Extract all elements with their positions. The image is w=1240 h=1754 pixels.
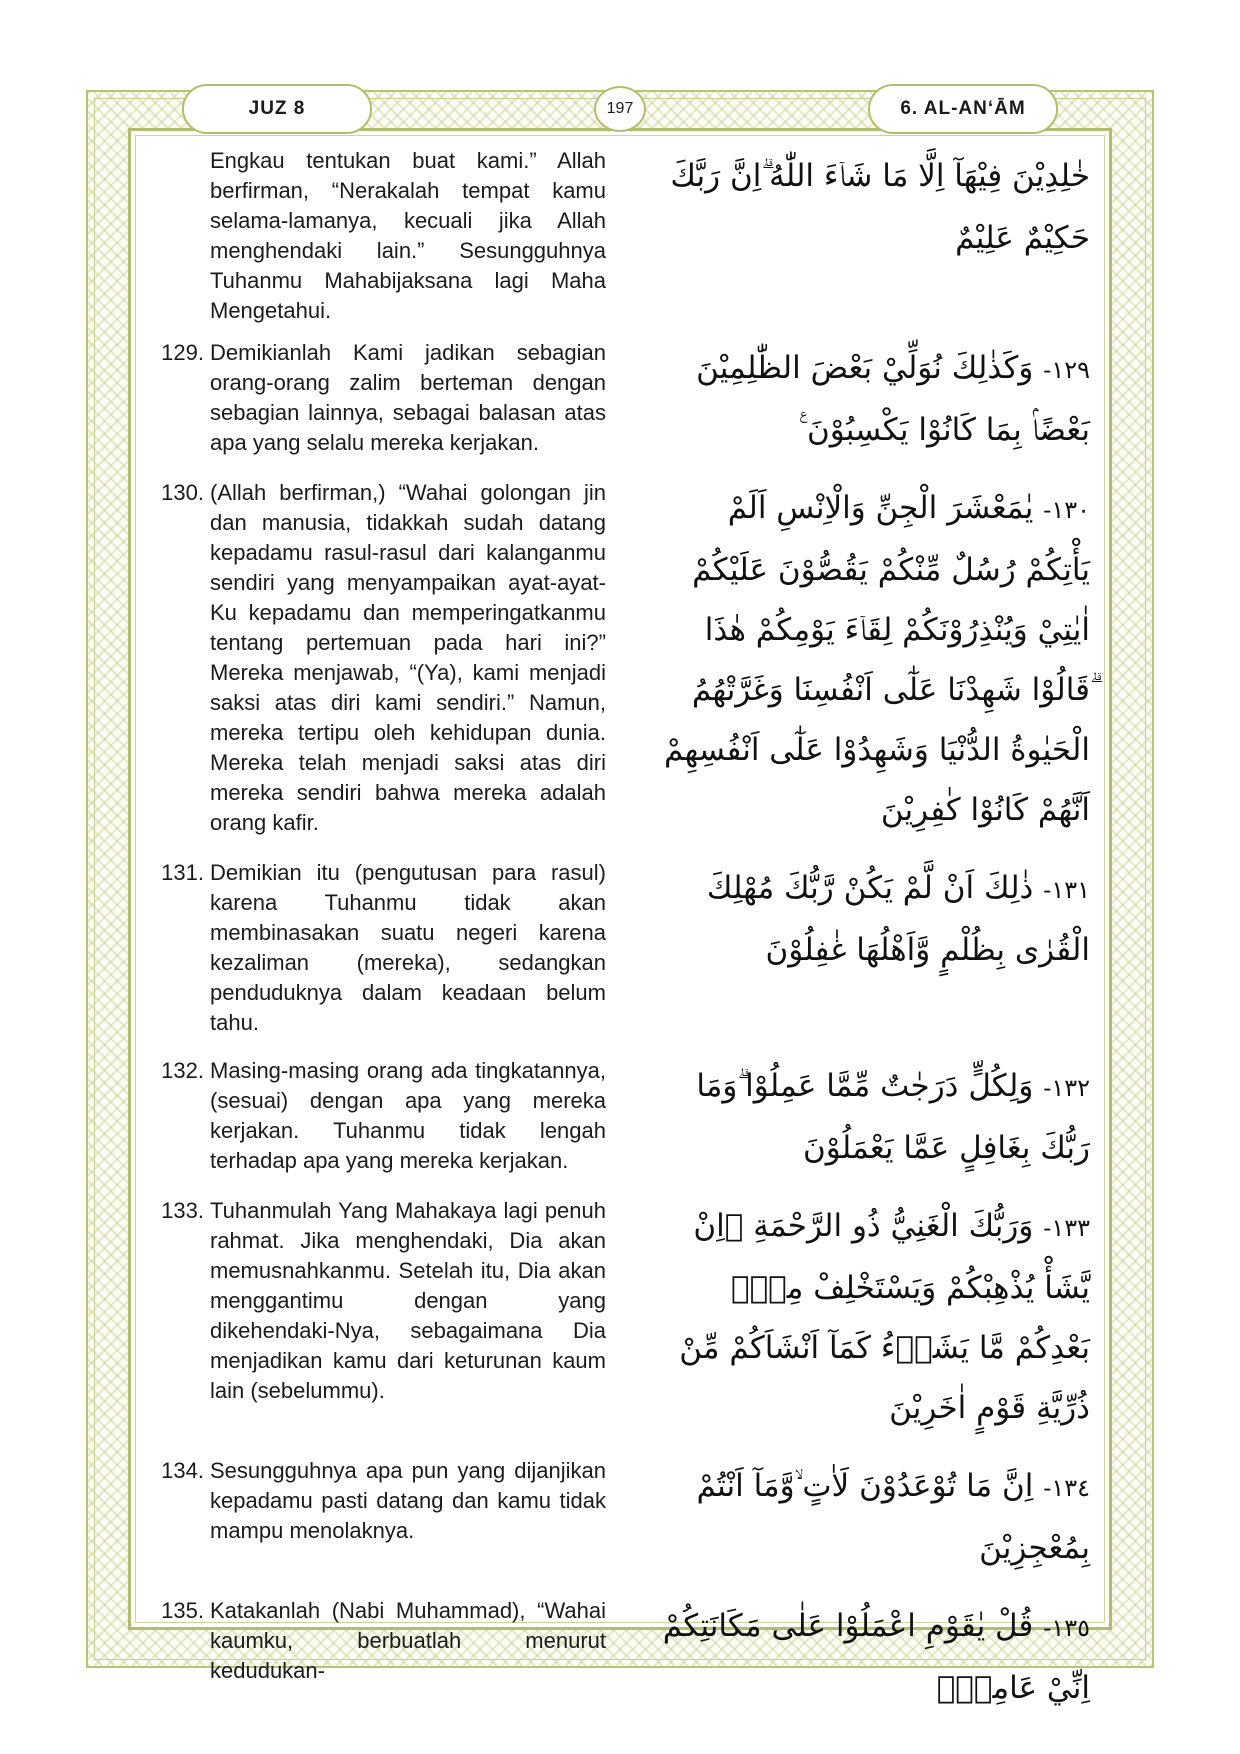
verse-number: 135. bbox=[161, 1598, 204, 1623]
arabic-text bbox=[660, 338, 1090, 460]
arabic-verse-number: ١٣٥- bbox=[1043, 1614, 1090, 1642]
arabic-verse-number: ١٣٤- bbox=[1043, 1474, 1090, 1502]
translation-text: Engkau tentukan buat kami.” Allah berfirman, “Nerakalah tempat kamu selama-lamanya, kecuali jika Allah menghendaki lain.” Sesungguhnya Tuhanmu Mahabijaksana lagi Maha Mengetahui. bbox=[210, 148, 606, 323]
verse-134 bbox=[150, 1456, 1090, 1578]
arabic-text bbox=[660, 858, 1090, 1038]
verse-number: 130. bbox=[161, 480, 204, 505]
arabic-verse-number: ١٣٢- bbox=[1043, 1074, 1090, 1102]
arabic-verse: ذٰلِكَ اَنْ لَّمْ يَكُنْ رَّبُّكَ مُهْلِكَ الْقُرٰى بِظُلْمٍ وَّاَهْلُهَا غٰفِلُوْنَ bbox=[706, 870, 1090, 968]
verse-number bbox=[150, 146, 210, 326]
arabic-verse: اِنَّ مَا تُوْعَدُوْنَ لَاٰتٍ ۙوَّمَآ اَنْتُمْ بِمُعْجِزِيْنَ bbox=[696, 1468, 1090, 1566]
surah-title: 6. AL-AN‘ĀM bbox=[868, 84, 1058, 134]
verse-translation bbox=[150, 1456, 606, 1578]
arabic-verse-number: ١٣٣- bbox=[1043, 1214, 1090, 1242]
translation-text: (Allah berfirman,) “Wahai golongan jin dan manusia, tidakkah sudah datang kepadamu rasul-rasul dari kalanganmu sendiri yang menyampaikan ayat-ayat-Ku kepadamu dan memperingatkanmu tentang pertemuan pada hari ini?” Mereka menjawab, “(Ya), kami menjadi saksi atas diri kami sendiri.” Namun, mereka tertipu oleh kehidupan dunia. Mereka telah menjadi saksi atas diri mereka sendiri bahwa mereka adalah orang kafir. bbox=[210, 480, 606, 835]
arabic-text bbox=[660, 146, 1090, 326]
verse-129 bbox=[150, 338, 1090, 460]
verse-translation bbox=[150, 858, 606, 1038]
verse-135 bbox=[150, 1596, 1090, 1718]
translation-text: Tuhanmulah Yang Mahakaya lagi penuh rahmat. Jika menghendaki, Dia akan memusnahkanmu. Setelah itu, Dia akan menggantimu dengan yang dikehendaki-Nya, sebagaimana Dia menjadikan kamu dari keturunan kaum lain (sebelummu). bbox=[210, 1198, 606, 1403]
arabic-verse: وَكَذٰلِكَ نُوَلِّيْ بَعْضَ الظّٰلِمِيْنَ بَعْضًاۢ بِمَا كَانُوْا يَكْسِبُوْنَ ࣖ bbox=[696, 350, 1090, 448]
arabic-verse: يٰمَعْشَرَ الْجِنِّ وَالْاِنْسِ اَلَمْ يَأْتِكُمْ رُسُلٌ مِّنْكُمْ يَقُصُّوْنَ عَلَيْكُمْ اٰيٰتِيْ وَيُنْذِرُوْنَكُمْ لِقَاۤءَ يَوْمِكُمْ هٰذَا ۗقَالُوْا شَهِدْنَا عَلٰٓى اَنْفُسِنَا وَغَرَّتْهُمُ الْحَيٰوةُ الدُّنْيَا وَشَهِدُوْا عَلٰٓى اَنْفُسِهِمْ اَنَّهُمْ كَانُوْا كٰفِرِيْنَ bbox=[663, 490, 1090, 828]
verse-translation bbox=[150, 146, 606, 326]
arabic-verse: وَلِكُلٍّ دَرَجٰتٌ مِّمَّا عَمِلُوْا ۗوَمَا رَبُّكَ بِغَافِلٍ عَمَّا يَعْمَلُوْنَ bbox=[696, 1068, 1090, 1166]
juz-label: JUZ 8 bbox=[182, 84, 372, 134]
arabic-verse-number: ١٣٠- bbox=[1043, 496, 1090, 524]
arabic-verse-number: ١٢٩- bbox=[1043, 356, 1090, 384]
arabic-text bbox=[660, 1596, 1090, 1718]
arabic-text bbox=[660, 1196, 1090, 1438]
arabic-verse: قُلْ يٰقَوْمِ اعْمَلُوْا عَلٰى مَكَانَتِكُمْ اِنِّيْ عَامِلٌۚ bbox=[662, 1608, 1090, 1706]
arabic-verse: وَرَبُّكَ الْغَنِيُّ ذُو الرَّحْمَةِ ۗاِنْ يَّشَأْ يُذْهِبْكُمْ وَيَسْتَخْلِفْ مِنْۢ بَعْدِكُمْ مَّا يَشَاۤءُ كَمَآ اَنْشَاَكُمْ مِّنْ ذُرِّيَّةِ قَوْمٍ اٰخَرِيْنَ bbox=[679, 1208, 1090, 1426]
translation-text: Masing-masing orang ada tingkatannya, (sesuai) dengan apa yang mereka kerjakan. Tuhanmu tidak lengah terhadap apa yang mereka kerjakan. bbox=[210, 1058, 606, 1173]
verse-number: 129. bbox=[161, 340, 204, 365]
verse-list bbox=[150, 146, 1090, 1736]
translation-text: Katakanlah (Nabi Muhammad), “Wahai kaumku, berbuatlah menurut kedudukan- bbox=[210, 1598, 606, 1683]
verse-translation bbox=[150, 478, 606, 840]
arabic-verse-number: ١٣١- bbox=[1043, 876, 1090, 904]
verse-number: 133. bbox=[161, 1198, 204, 1223]
verse-number: 132. bbox=[161, 1058, 204, 1083]
verse-number: 131. bbox=[161, 860, 204, 885]
page-number: 197 bbox=[594, 86, 646, 132]
translation-text: Sesungguhnya apa pun yang dijanjikan kepadamu pasti datang dan kamu tidak mampu menolaknya. bbox=[210, 1458, 606, 1543]
verse-131 bbox=[150, 858, 1090, 1038]
arabic-verse: خٰلِدِيْنَ فِيْهَآ اِلَّا مَا شَاۤءَ اللّٰهُ ۗاِنَّ رَبَّكَ حَكِيْمٌ عَلِيْمٌ bbox=[670, 158, 1090, 256]
verse-132 bbox=[150, 1056, 1090, 1178]
arabic-text bbox=[660, 1456, 1090, 1578]
verse-translation bbox=[150, 1196, 606, 1438]
verse-translation bbox=[150, 338, 606, 460]
verse-translation bbox=[150, 1056, 606, 1178]
verse-133 bbox=[150, 1196, 1090, 1438]
verse-number: 134. bbox=[161, 1458, 204, 1483]
arabic-text bbox=[660, 478, 1090, 840]
arabic-text bbox=[660, 1056, 1090, 1178]
translation-text: Demikian itu (pengutusan para rasul) karena Tuhanmu tidak akan membinasakan suatu negeri karena kezaliman (mereka), sedangkan penduduknya dalam keadaan belum tahu. bbox=[210, 860, 606, 1035]
verse-translation bbox=[150, 1596, 606, 1718]
verse-130 bbox=[150, 478, 1090, 840]
verse-continuation bbox=[150, 146, 1090, 326]
translation-text: Demikianlah Kami jadikan sebagian orang-orang zalim berteman dengan sebagian lainnya, sebagai balasan atas apa yang selalu mereka kerjakan. bbox=[210, 340, 606, 455]
